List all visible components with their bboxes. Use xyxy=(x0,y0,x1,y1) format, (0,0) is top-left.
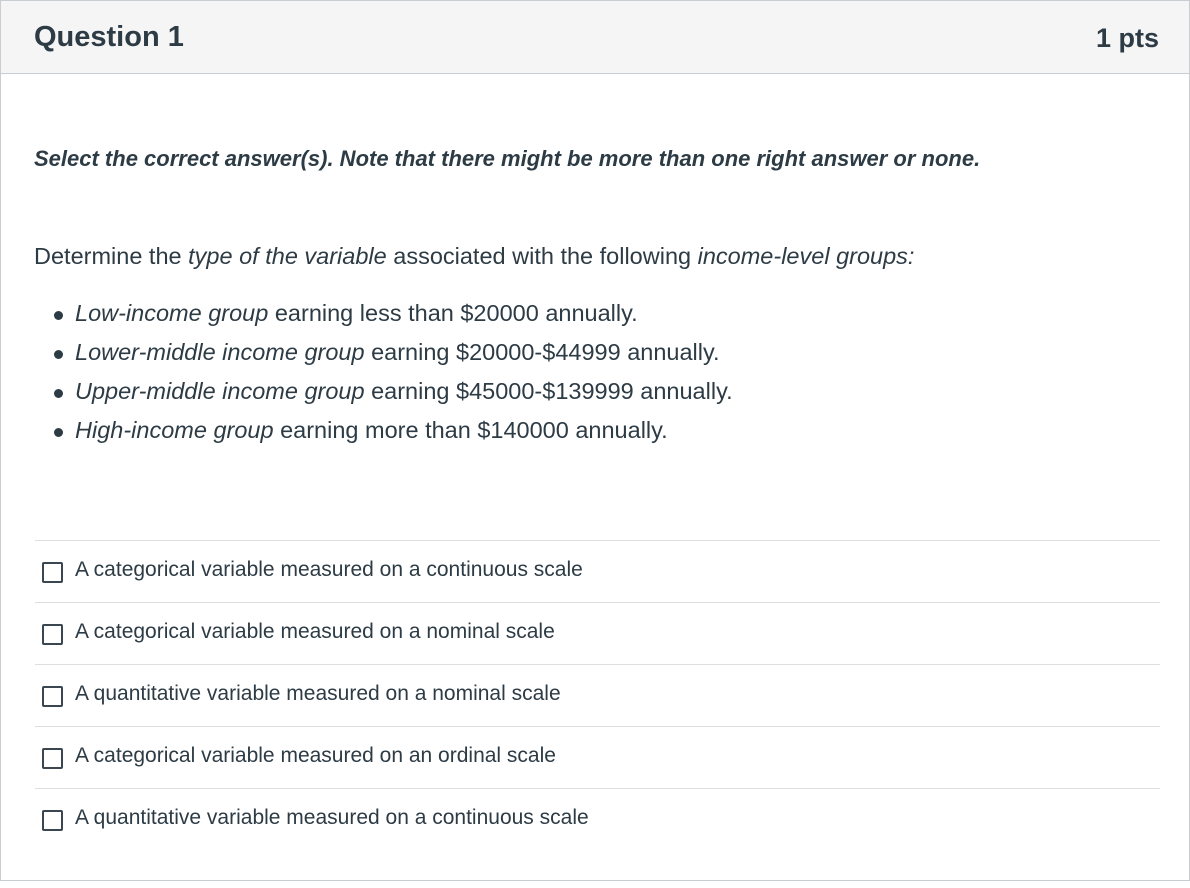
bullet-icon xyxy=(54,350,63,359)
income-group-list xyxy=(45,300,733,456)
answer-label[interactable]: A categorical variable measured on a nominal scale xyxy=(75,620,555,643)
list-item xyxy=(45,339,733,378)
answer-option-2[interactable] xyxy=(35,602,1160,664)
checkbox[interactable] xyxy=(42,562,63,583)
group-name: High-income group xyxy=(75,417,274,443)
prompt-text: associated with the following xyxy=(386,243,698,269)
question-points: 1 pts xyxy=(1095,23,1159,53)
group-description: earning $20000-$44999 annually. xyxy=(364,339,720,365)
checkbox[interactable] xyxy=(42,624,63,645)
answer-option-5[interactable] xyxy=(35,788,1160,850)
group-name: Lower-middle income group xyxy=(75,339,365,365)
prompt-text: Determine the xyxy=(34,243,189,269)
question-title: Question 1 xyxy=(34,21,184,53)
group-description: earning more than $140000 annually. xyxy=(273,417,668,443)
bullet-icon xyxy=(54,389,63,398)
answer-option-3[interactable] xyxy=(35,664,1160,726)
answer-label[interactable]: A categorical variable measured on a continuous scale xyxy=(75,558,583,581)
list-item xyxy=(45,378,733,417)
answer-option-1[interactable] xyxy=(35,540,1160,602)
question-prompt xyxy=(34,243,914,270)
prompt-emphasis: income-level groups: xyxy=(697,243,915,269)
question-header xyxy=(1,0,1189,74)
checkbox[interactable] xyxy=(42,810,63,831)
answer-label[interactable]: A categorical variable measured on an ordinal scale xyxy=(75,744,556,767)
bullet-icon xyxy=(54,311,63,320)
answer-list xyxy=(35,540,1160,850)
checkbox[interactable] xyxy=(42,686,63,707)
answer-label[interactable]: A quantitative variable measured on a nominal scale xyxy=(75,682,561,705)
group-description: earning $45000-$139999 annually. xyxy=(364,378,733,404)
instruction-text: Select the correct answer(s). Note that there might be more than one right answer or none. xyxy=(34,146,981,171)
checkbox[interactable] xyxy=(42,748,63,769)
bullet-icon xyxy=(54,428,63,437)
prompt-emphasis: type of the variable xyxy=(188,243,387,269)
group-name: Upper-middle income group xyxy=(75,378,365,404)
group-name: Low-income group xyxy=(75,300,269,326)
answer-option-4[interactable] xyxy=(35,726,1160,788)
group-description: earning less than $20000 annually. xyxy=(268,300,638,326)
list-item xyxy=(45,417,733,456)
answer-label[interactable]: A quantitative variable measured on a continuous scale xyxy=(75,806,589,829)
list-item xyxy=(45,300,733,339)
